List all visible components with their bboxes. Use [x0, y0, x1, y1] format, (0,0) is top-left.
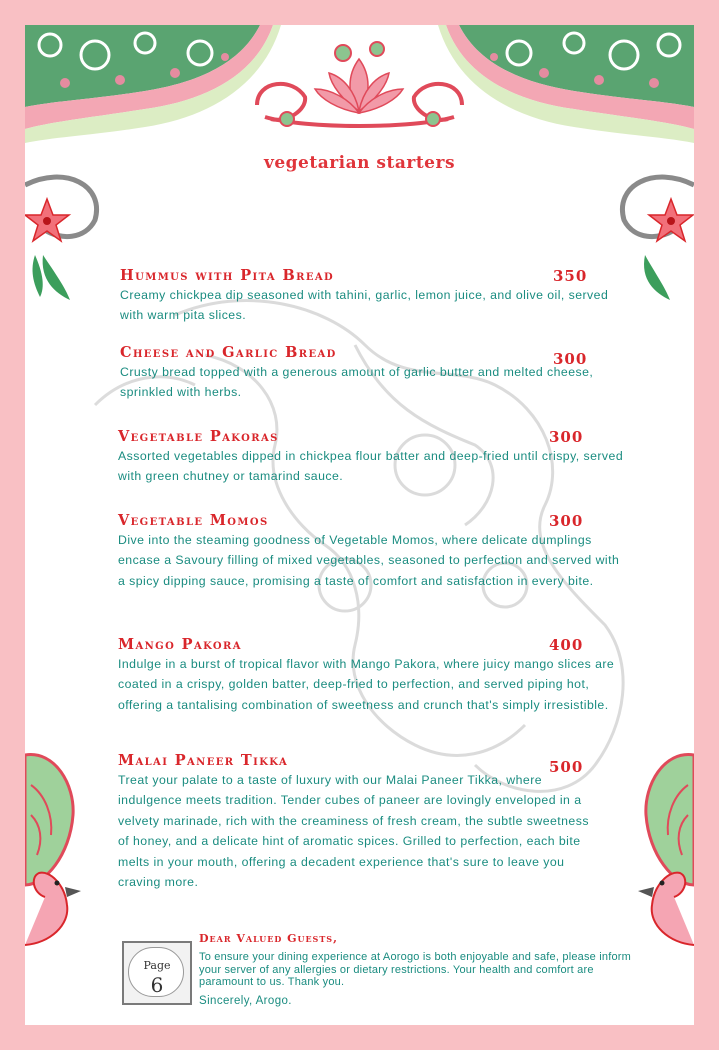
- item-description: Dive into the steaming goodness of Vegetable Momos, where delicate dumplings encase a Savoury filling of mixed vegetables, seasoned to perfection and served with a spicy dipping sauce, promising a taste of comfort and satisfaction in every bite.: [118, 533, 620, 588]
- menu-item: [120, 267, 630, 326]
- menu-item: [118, 512, 628, 591]
- section-title: vegetarian starters: [263, 153, 456, 173]
- item-price: 500: [549, 758, 584, 776]
- item-name: Vegetable Pakoras: [118, 428, 279, 445]
- item-price: 300: [549, 512, 584, 530]
- flower-icon-right: [622, 177, 694, 300]
- item-price: 300: [549, 428, 584, 446]
- item-price: 400: [549, 636, 584, 654]
- item-name: Hummus with Pita Bread: [120, 267, 335, 284]
- note-body: To ensure your dining experience at Aorogo is both enjoyable and safe, please inform your server of any allergies or dietary restrictions. Your health and comfort are paramount to us. Thank you.: [199, 951, 632, 988]
- page-number-badge: [122, 941, 192, 1005]
- menu-item: [120, 344, 630, 403]
- item-description: Treat your palate to a taste of luxury with our Malai Paneer Tikka, where indulgence meets tradition. Tender cubes of paneer are lovingly enveloped in a velvety marinade, rich with the creaminess of fresh cream, the subtle sweetness of honey, and a delicate hint of aromatic spices. Grilled to perfection, each bite melts in your mouth, offering a decadent experience that's sure to leave you craving more.: [118, 773, 589, 890]
- flower-icon-left: [25, 177, 97, 300]
- lotus-icon: [257, 42, 462, 126]
- peacock-icon-right: [638, 755, 694, 945]
- menu-item: [118, 636, 628, 715]
- peacock-icon-left: [25, 755, 81, 945]
- item-name: Mango Pakora: [118, 636, 242, 653]
- item-price: 300: [553, 350, 588, 368]
- item-name: Vegetable Momos: [118, 512, 269, 529]
- item-description: Indulge in a burst of tropical flavor with Mango Pakora, where juicy mango slices are coated in a crispy, golden batter, deep-fried to perfection, and served piping hot, offering a tantalising combination of sweetness and crunch that's simply irresistible.: [118, 657, 615, 712]
- corner-ornament-right: [438, 25, 694, 143]
- note-signature: Sincerely, Arogo.: [199, 995, 292, 1007]
- menu-item: [118, 428, 628, 487]
- page-label: Page: [143, 959, 171, 972]
- item-name: Cheese and Garlic Bread: [120, 344, 337, 361]
- item-description: Creamy chickpea dip seasoned with tahini, garlic, lemon juice, and olive oil, served with warm pita slices.: [120, 288, 609, 323]
- item-name: Malai Paneer Tikka: [118, 752, 289, 769]
- item-description: Assorted vegetables dipped in chickpea flour batter and deep-fried until crispy, served with green chutney or tamarind sauce.: [118, 449, 624, 484]
- menu-page: [25, 25, 694, 1025]
- corner-ornament-left: [25, 25, 281, 143]
- item-description: Crusty bread topped with a generous amount of garlic butter and melted cheese, sprinkled with herbs.: [120, 365, 594, 400]
- page-number: 6: [150, 973, 164, 997]
- menu-item: [118, 752, 598, 892]
- item-price: 350: [553, 267, 588, 285]
- note-title: Dear Valued Guests,: [199, 932, 338, 945]
